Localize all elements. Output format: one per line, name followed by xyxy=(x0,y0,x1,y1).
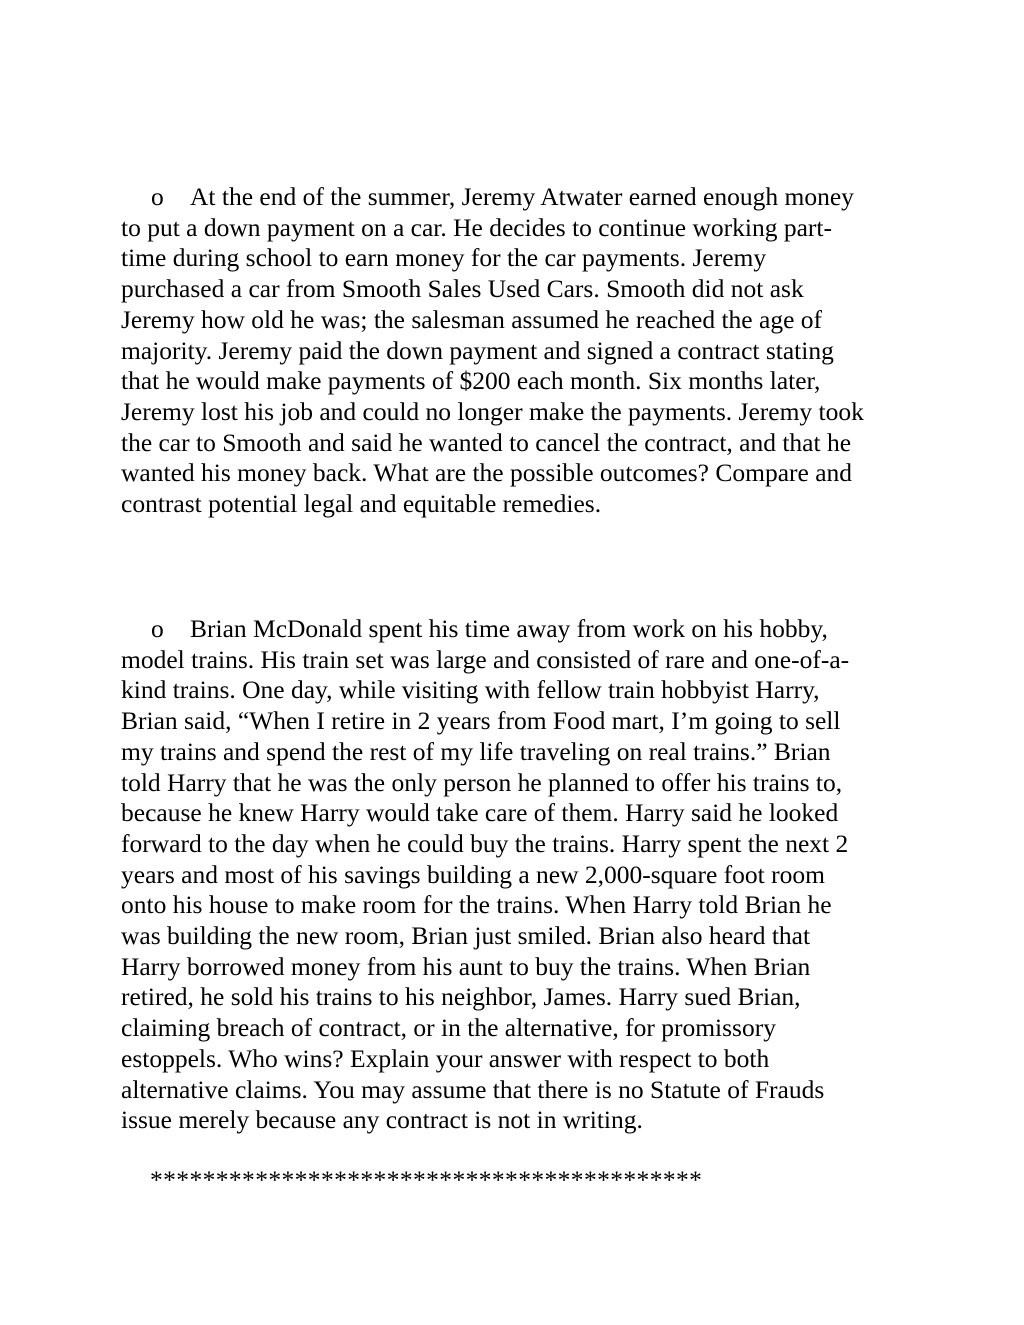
paragraph-line: told Harry that he was the only person he planned to offer his trains to, xyxy=(121,767,843,797)
paragraph-line: majority. Jeremy paid the down payment and signed a contract stating xyxy=(121,335,834,365)
paragraph-line: claiming breach of contract, or in the alternative, for promissory xyxy=(121,1013,776,1043)
paragraph-line: onto his house to make room for the trains. When Harry told Brian he xyxy=(121,890,832,920)
question-jeremy-car-contract xyxy=(121,182,911,520)
paragraph-line: o Brian McDonald spent his time away from work on his hobby, xyxy=(151,614,828,643)
paragraph-line: Brian said, “When I retire in 2 years from Food mart, I’m going to sell xyxy=(121,706,841,736)
paragraph-line: purchased a car from Smooth Sales Used Cars. Smooth did not ask xyxy=(121,274,804,304)
paragraph-line: model trains. His train set was large and consisted of rare and one-of-a- xyxy=(121,644,850,674)
paragraph-line: issue merely because any contract is not in writing. xyxy=(121,1105,643,1135)
paragraph-line: time during school to earn money for the car payments. Jeremy xyxy=(121,243,767,273)
paragraph-line: my trains and spend the rest of my life traveling on real trains.” Brian xyxy=(121,736,831,766)
paragraph-line: that he would make payments of $200 each month. Six months later, xyxy=(121,366,821,396)
paragraph-line: to put a down payment on a car. He decides to continue working part- xyxy=(121,212,832,242)
paragraph-line: o At the end of the summer, Jeremy Atwater earned enough money xyxy=(151,182,854,211)
paragraph-line: estoppels. Who wins? Explain your answer with respect to both xyxy=(121,1043,770,1073)
paragraph-line: because he knew Harry would take care of them. Harry said he looked xyxy=(121,798,839,828)
paragraph-line: contrast potential legal and equitable remedies. xyxy=(121,489,602,519)
bullet-marker: o xyxy=(151,614,164,643)
paragraph-line: the car to Smooth and said he wanted to cancel the contract, and that he xyxy=(121,427,852,457)
paragraph-line: was building the new room, Brian just smiled. Brian also heard that xyxy=(121,921,811,951)
paragraph-line: Jeremy lost his job and could no longer make the payments. Jeremy took xyxy=(121,396,864,426)
paragraph-line: forward to the day when he could buy the trains. Harry spent the next 2 xyxy=(121,828,849,858)
paragraph-line: wanted his money back. What are the possible outcomes? Compare and xyxy=(121,458,853,488)
bullet-marker: o xyxy=(151,182,164,211)
asterisk-divider: ****************************************** xyxy=(150,1165,703,1194)
question-brian-model-trains xyxy=(121,614,911,1136)
paragraph-line: Jeremy how old he was; the salesman assumed he reached the age of xyxy=(121,304,823,334)
paragraph-line: years and most of his savings building a new 2,000-square foot room xyxy=(121,859,825,889)
paragraph-line: kind trains. One day, while visiting with fellow train hobbyist Harry, xyxy=(121,675,820,705)
paragraph-line: Harry borrowed money from his aunt to buy the trains. When Brian xyxy=(121,951,811,981)
paragraph-line: retired, he sold his trains to his neighbor, James. Harry sued Brian, xyxy=(121,982,801,1012)
paragraph-line: alternative claims. You may assume that there is no Statute of Frauds xyxy=(121,1074,825,1104)
